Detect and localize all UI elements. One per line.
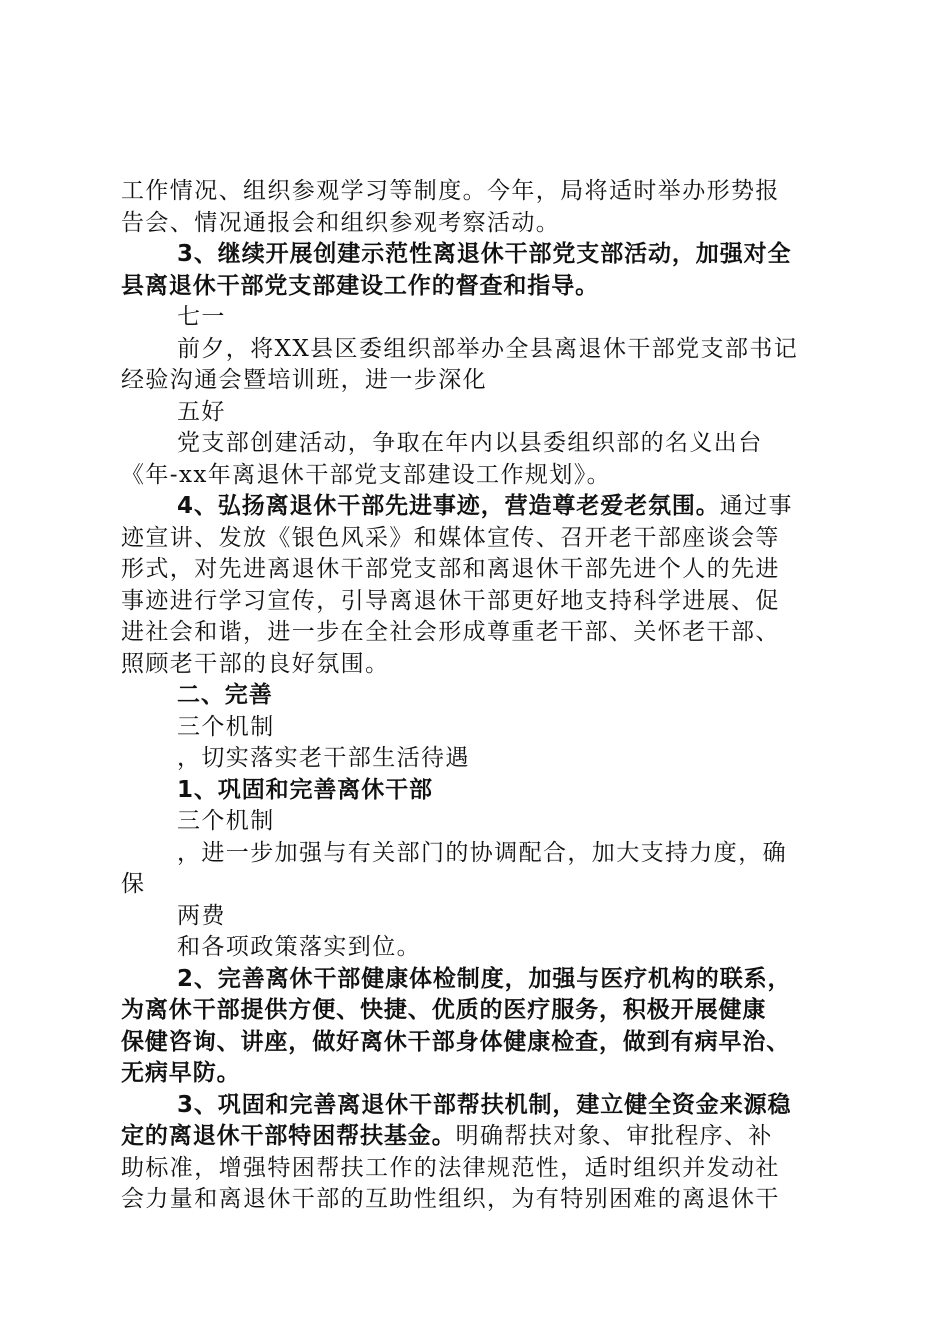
text-line [121, 932, 831, 964]
text-line [121, 1153, 831, 1185]
line-text: 迹宣讲、发放《银色风采》和媒体宣传、召开老干部座谈会等 [121, 524, 780, 551]
line-text: 为离休干部提供方便、快捷、优质的医疗服务，积极开展健康 [121, 997, 767, 1023]
text-line [121, 1184, 831, 1216]
line-text: 工作情况、组织参观学习等制度。今年，局将适时举办形势报 [121, 178, 780, 204]
line-text: 保 [121, 871, 146, 897]
text-line [121, 617, 831, 649]
text-line [121, 743, 831, 775]
text-line [121, 208, 831, 240]
text-line [121, 428, 831, 460]
text-line [121, 176, 831, 208]
line-text: 前夕，将XX县区委组织部举办全县离退休干部党支部书记 [177, 335, 799, 362]
line-text: 县离退休干部党支部建设工作的督查和指导。 [121, 272, 599, 299]
text-line [121, 554, 831, 586]
bold-lead-text: 4、弘扬离退休干部先进事迹，营造尊老爱老氛围。 [177, 493, 720, 519]
line-text: 五好 [177, 398, 226, 425]
line-text: 保健咨询、讲座，做好离休干部身体健康检查，做到有病早治、 [121, 1028, 791, 1055]
bold-heading-line [121, 964, 831, 996]
line-text: ，进一步加强与有关部门的协调配合，加大支持力度，确 [177, 839, 787, 866]
line-text: 3、巩固和完善离退休干部帮扶机制，建立健全资金来源稳 [177, 1091, 792, 1118]
line-text: 会力量和离退休干部的互助性组织，为有特别困难的离退休干 [121, 1186, 780, 1212]
section-heading [121, 680, 831, 712]
line-text: 助标准，增强特困帮扶工作的法律规范性，适时组织并发动社 [121, 1154, 780, 1181]
mixed-line [121, 491, 831, 523]
line-text: 无病早防。 [121, 1060, 241, 1086]
line-text: 七一 [177, 304, 226, 330]
line-text: 两费 [177, 902, 226, 929]
bold-lead-text: 定的离退休干部特困帮扶基金。 [121, 1123, 456, 1149]
line-text: 照顾老干部的良好氛围。 [121, 650, 390, 677]
line-text: 《年-xx年离退休干部党支部建设工作规划》。 [121, 461, 612, 488]
text-line [121, 334, 831, 366]
text-line [121, 586, 831, 618]
line-text: 事迹进行学习宣传，引导离退休干部更好地支持科学进展、促 [121, 587, 780, 614]
text-line [121, 302, 831, 334]
bold-heading-line [121, 995, 831, 1027]
line-text: ，切实落实老干部生活待遇 [177, 745, 470, 771]
text-line [121, 523, 831, 555]
bold-heading-line [121, 271, 831, 303]
text-line [121, 460, 831, 492]
bold-heading-line [121, 239, 831, 271]
document-body [121, 176, 831, 1216]
line-text: 党支部创建活动，争取在年内以县委组织部的名义出台 [177, 430, 763, 456]
line-text: 进社会和谐，进一步在全社会形成尊重老干部、关怀老干部、 [121, 619, 780, 645]
text-line [121, 806, 831, 838]
line-text: 形式，对先进离退休干部党支部和离退休干部先进个人的先进 [121, 556, 780, 582]
line-text: 二、完善 [177, 682, 273, 708]
line-text: 和各项政策落实到位。 [177, 934, 421, 960]
line-text: 1、巩固和完善离休干部 [177, 776, 433, 803]
text-line [121, 712, 831, 744]
text-line [121, 365, 831, 397]
bold-heading-line [121, 1058, 831, 1090]
line-tail-text: 明确帮扶对象、审批程序、补 [455, 1123, 773, 1149]
line-text: 三个机制 [177, 713, 275, 740]
text-line [121, 901, 831, 933]
line-text: 经验沟通会暨培训班，进一步深化 [121, 367, 487, 393]
line-text: 三个机制 [177, 808, 275, 834]
text-line [121, 869, 831, 901]
bold-heading-line [121, 775, 831, 807]
text-line [121, 838, 831, 870]
bold-heading-line [121, 1027, 831, 1059]
line-tail-text: 通过事 [719, 493, 793, 519]
mixed-line [121, 1121, 831, 1153]
bold-heading-line [121, 1090, 831, 1122]
line-text: 3、继续开展创建示范性离退休干部党支部活动，加强对全 [177, 241, 792, 267]
line-text: 告会、情况通报会和组织参观考察活动。 [121, 209, 561, 236]
text-line [121, 649, 831, 681]
line-text: 2、完善离休干部健康体检制度，加强与医疗机构的联系， [177, 965, 792, 992]
text-line [121, 397, 831, 429]
